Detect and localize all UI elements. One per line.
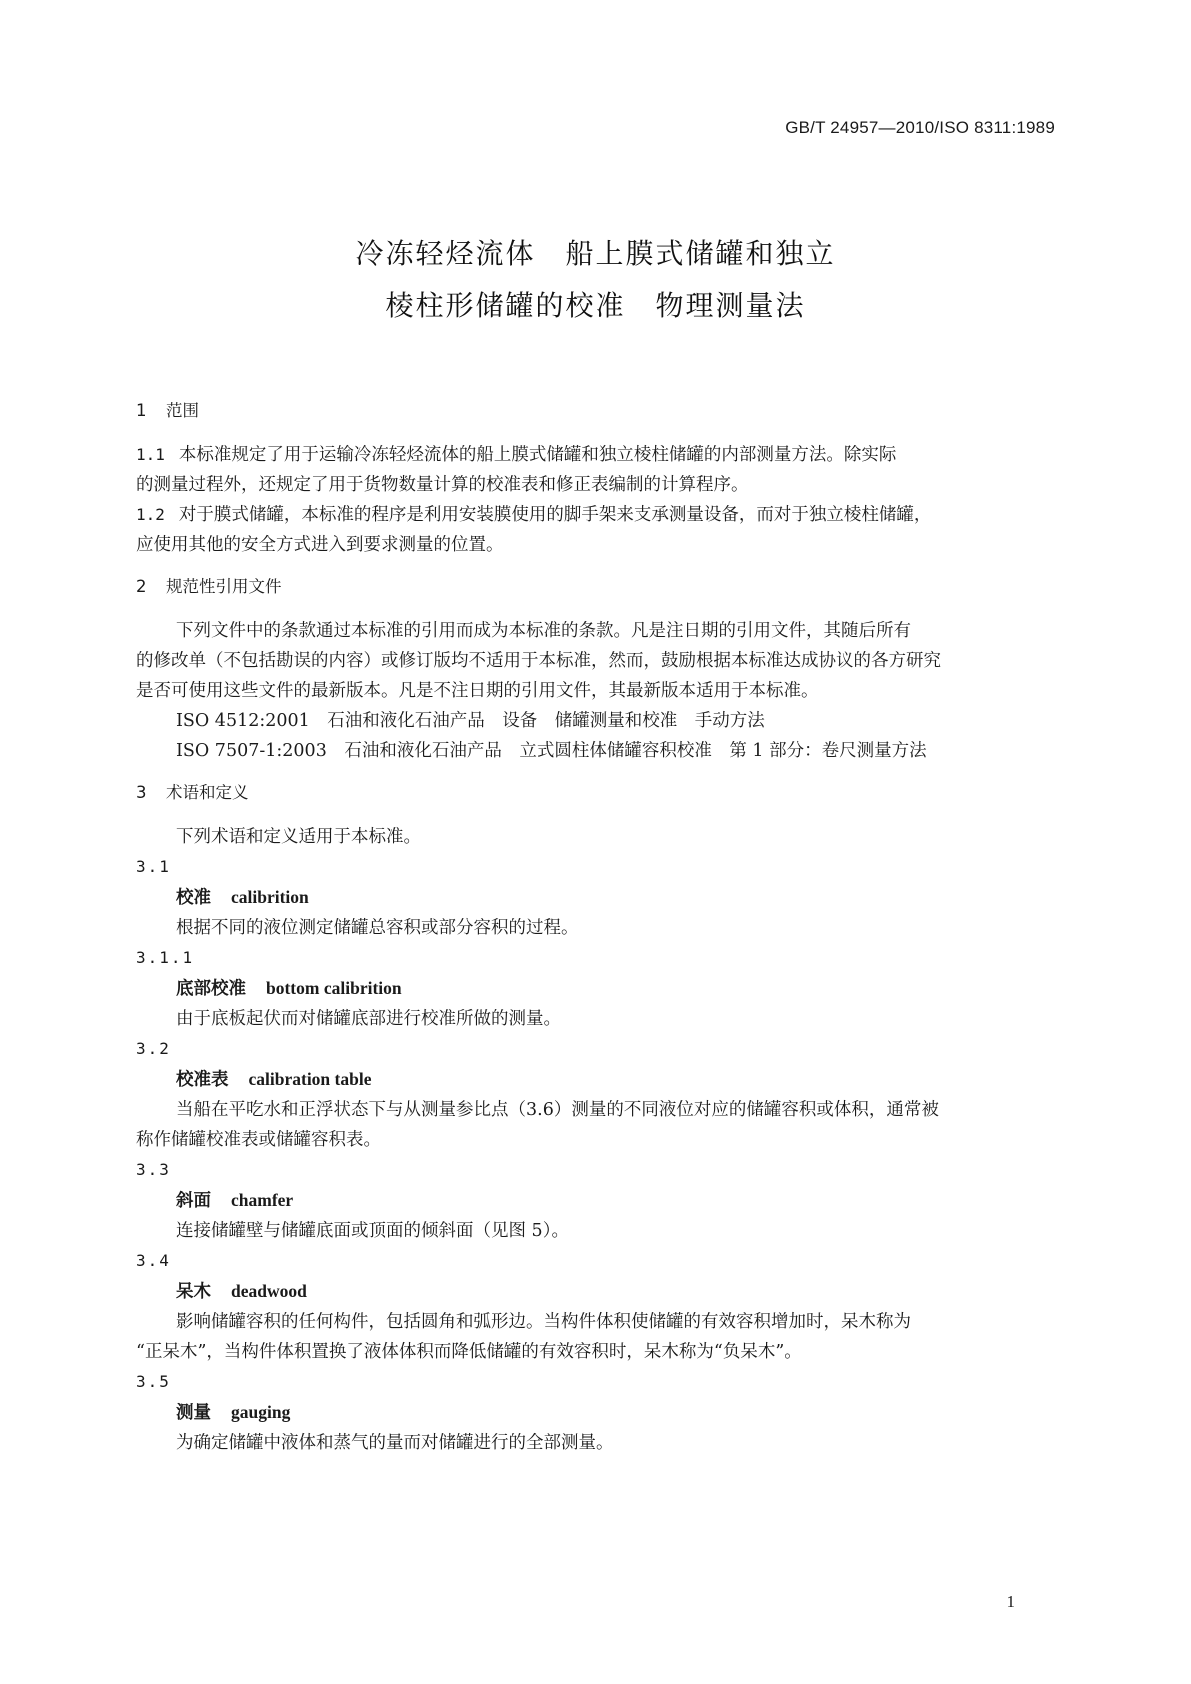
clause-number: 1.2 <box>136 505 165 524</box>
term-name-en: calibration table <box>248 1069 372 1089</box>
clause-text-line: 本标准规定了用于运输冷冻轻烃流体的船上膜式储罐和独立棱柱储罐的内部测量方法。除实际 <box>178 445 897 465</box>
term-name <box>136 1276 1056 1307</box>
section-number: 3 <box>136 783 147 802</box>
term-name <box>136 882 1056 913</box>
term-name-zh: 测量 <box>176 1403 211 1423</box>
term-definition-cont: “正呆木”，当构件体积置换了液体体积而降低储罐的有效容积时，呆木称为“负呆木”。 <box>136 1342 802 1362</box>
clause-1-2-cont: 应使用其他的安全方式进入到要求测量的位置。 <box>136 535 504 555</box>
term-number: 3.2 <box>136 1039 171 1058</box>
term-number: 3.5 <box>136 1372 171 1391</box>
title-line-1: 冷冻轻烃流体 船上膜式储罐和独立 <box>355 237 836 270</box>
clause-text-line: 对于膜式储罐，本标准的程序是利用安装膜使用的脚手架来支承测量设备，而对于独立棱柱储罐， <box>178 505 932 525</box>
term-name-en: chamfer <box>231 1190 294 1210</box>
section-title: 规范性引用文件 <box>166 577 282 596</box>
section-number: 1 <box>136 401 147 420</box>
section-2-intro-line-2: 的修改单（不包括勘误的内容）或修订版均不适用于本标准，然而，鼓励根据本标准达成协议的各方研究 <box>136 651 941 671</box>
term-name <box>136 973 1056 1004</box>
section-3-heading <box>136 780 1056 806</box>
section-title: 范围 <box>166 401 199 420</box>
normative-reference-1: ISO 4512:2001 石油和液化石油产品 设备 储罐测量和校准 手动方法 <box>176 711 765 731</box>
term-name <box>136 1185 1056 1216</box>
clause-number: 1.1 <box>136 445 165 464</box>
term-name <box>136 1397 1056 1428</box>
term-number: 3.4 <box>136 1251 171 1270</box>
clause-1-1 <box>136 440 1056 470</box>
title-line-2: 棱柱形储罐的校准 物理测量法 <box>385 289 806 322</box>
term-definition: 当船在平吃水和正浮状态下与从测量参比点（3.6）测量的不同液位对应的储罐容积或体积，通常被 <box>176 1100 939 1120</box>
term-name-zh: 校准 <box>176 888 211 908</box>
document-title <box>0 228 1191 332</box>
section-number: 2 <box>136 577 147 596</box>
section-2-intro-line-1: 下列文件中的条款通过本标准的引用而成为本标准的条款。凡是注日期的引用文件，其随后所有 <box>176 621 911 641</box>
section-2-heading <box>136 574 1056 600</box>
term-definition: 影响储罐容积的任何构件，包括圆角和弧形边。当构件体积使储罐的有效容积增加时，呆木称为 <box>176 1312 911 1332</box>
term-number: 3.1.1 <box>136 948 195 967</box>
section-1-heading <box>136 398 1056 424</box>
term-name-en: gauging <box>231 1402 291 1422</box>
term-definition: 由于底板起伏而对储罐底部进行校准所做的测量。 <box>176 1009 561 1029</box>
standard-code-header: GB/T 24957—2010/ISO 8311:1989 <box>785 118 1055 137</box>
section-3-intro: 下列术语和定义适用于本标准。 <box>176 827 421 847</box>
term-name-zh: 底部校准 <box>176 979 246 999</box>
term-name-en: calibrition <box>231 887 309 907</box>
term-definition-cont: 称作储罐校准表或储罐容积表。 <box>136 1130 381 1150</box>
section-title: 术语和定义 <box>166 783 249 802</box>
term-definition: 连接储罐壁与储罐底面或顶面的倾斜面（见图 5）。 <box>176 1221 569 1241</box>
section-2-intro-line-3: 是否可使用这些文件的最新版本。凡是不注日期的引用文件，其最新版本适用于本标准。 <box>136 681 819 701</box>
term-name <box>136 1064 1056 1095</box>
term-definition: 为确定储罐中液体和蒸气的量而对储罐进行的全部测量。 <box>176 1433 614 1453</box>
term-name-zh: 校准表 <box>176 1070 229 1090</box>
document-body <box>136 384 1056 1458</box>
term-name-zh: 斜面 <box>176 1191 211 1211</box>
term-number: 3.1 <box>136 857 171 876</box>
normative-reference-2: ISO 7507-1:2003 石油和液化石油产品 立式圆柱体储罐容积校准 第 1 部分：卷尺测量方法 <box>176 741 927 761</box>
page-number: 1 <box>1006 1592 1015 1611</box>
clause-1-1-cont: 的测量过程外，还规定了用于货物数量计算的校准表和修正表编制的计算程序。 <box>136 475 749 495</box>
term-definition: 根据不同的液位测定储罐总容积或部分容积的过程。 <box>176 918 579 938</box>
term-name-en: deadwood <box>231 1281 307 1301</box>
term-number: 3.3 <box>136 1160 171 1179</box>
term-name-zh: 呆木 <box>176 1282 211 1302</box>
clause-1-2 <box>136 500 1056 530</box>
term-name-en: bottom calibrition <box>266 978 402 998</box>
